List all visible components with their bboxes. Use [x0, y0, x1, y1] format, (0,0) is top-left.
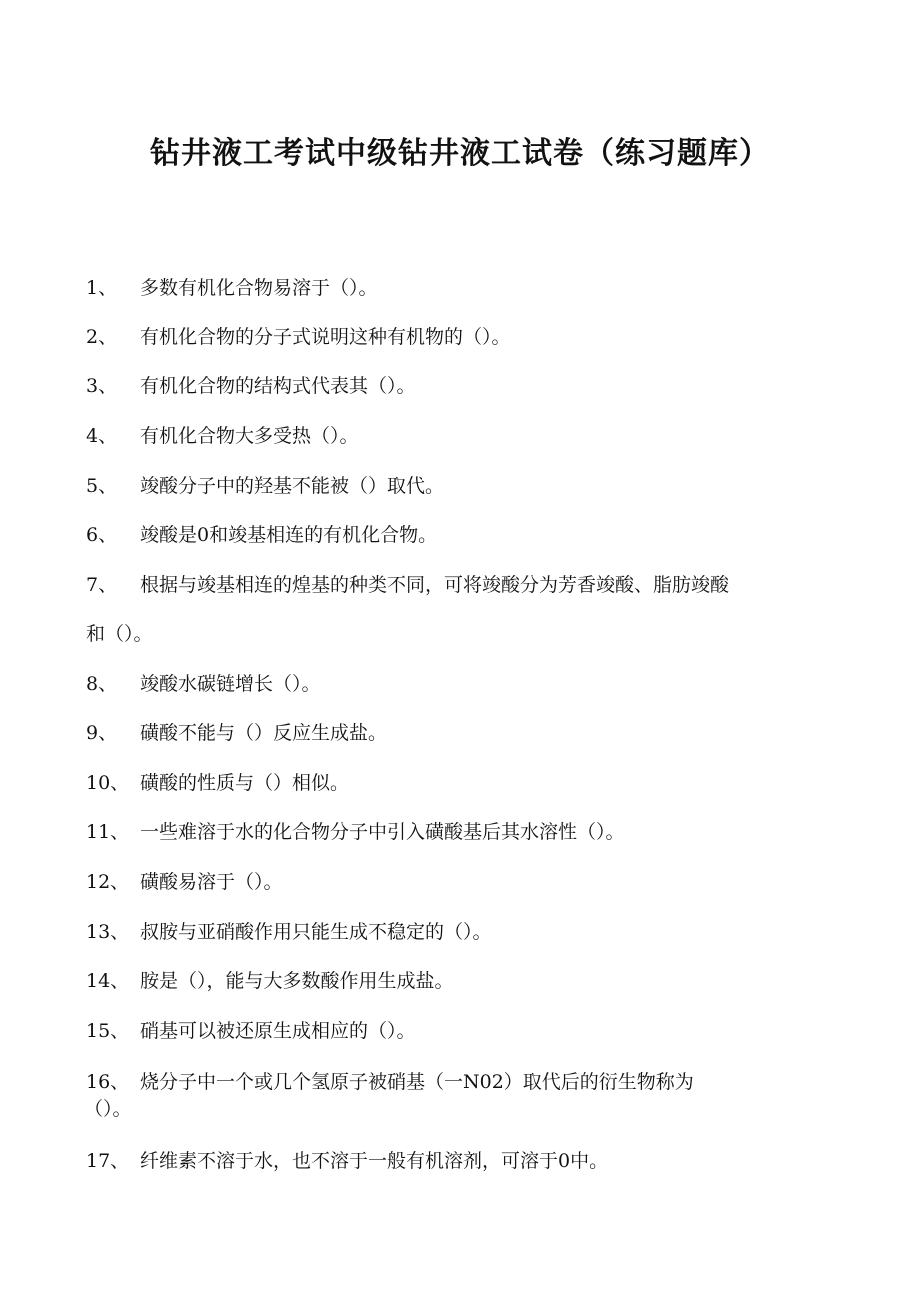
document-title: 钻井液工考试中级钻井液工试卷（练习题库）	[150, 136, 770, 171]
question-1	[86, 275, 826, 301]
question-text: 叔胺与亚硝酸作用只能生成不稳定的（）。	[140, 921, 492, 943]
question-text: 有机化合物的分子式说明这种有机物的（）。	[140, 326, 511, 348]
question-number: 15、	[86, 1020, 130, 1042]
question-10	[86, 770, 826, 796]
question-5	[86, 473, 826, 499]
question-number: 4、	[86, 425, 118, 447]
question-number: 11、	[86, 821, 130, 843]
question-text: 胺是（），能与大多数酸作用生成盐。	[140, 970, 454, 992]
question-text: 一些难溶于水的化合物分子中引入磺酸基后其水溶性（）。	[140, 821, 625, 843]
question-text: 烧分子中一个或几个氢原子被硝基（一N02）取代后的衍生物称为	[140, 1071, 694, 1093]
question-13	[86, 919, 826, 945]
question-number: 1、	[86, 277, 118, 299]
question-text-continuation: （）。	[84, 1098, 132, 1120]
question-16-continuation	[84, 1096, 824, 1122]
question-text: 磺酸易溶于（）。	[140, 871, 283, 893]
question-16	[86, 1069, 826, 1095]
question-text: 有机化合物的结构式代表其（）。	[140, 375, 416, 397]
question-number: 7、	[86, 574, 118, 596]
question-9	[86, 720, 826, 746]
question-text: 有机化合物大多受热（）。	[140, 425, 359, 447]
question-15	[86, 1018, 826, 1044]
question-12	[86, 869, 826, 895]
question-text-continuation: 和（）。	[86, 623, 153, 645]
question-text: 竣酸水碳链增长（）。	[140, 673, 321, 695]
question-6	[86, 522, 826, 548]
question-number: 6、	[86, 524, 118, 546]
question-7-continuation	[86, 621, 826, 647]
question-2	[86, 324, 826, 350]
question-11	[86, 819, 826, 845]
question-number: 13、	[86, 921, 130, 943]
question-text: 纤维素不溶于水，也不溶于一般有机溶剂，可溶于0中。	[140, 1150, 609, 1172]
question-7	[86, 572, 826, 598]
question-number: 9、	[86, 722, 118, 744]
question-text: 根据与竣基相连的煌基的种类不同，可将竣酸分为芳香竣酸、脂肪竣酸	[140, 574, 730, 596]
question-text: 竣酸分子中的羟基不能被（）取代。	[140, 475, 445, 497]
question-text: 硝基可以被还原生成相应的（）。	[140, 1020, 416, 1042]
question-17	[86, 1148, 826, 1174]
question-text: 竣酸是0和竣基相连的有机化合物。	[140, 524, 438, 546]
question-number: 10、	[86, 772, 130, 794]
question-number: 5、	[86, 475, 118, 497]
question-number: 2、	[86, 326, 118, 348]
question-3	[86, 373, 826, 399]
question-number: 12、	[86, 871, 130, 893]
question-text: 磺酸的性质与（）相似。	[140, 772, 350, 794]
question-text: 磺酸不能与（）反应生成盐。	[140, 722, 388, 744]
question-number: 3、	[86, 375, 118, 397]
question-number: 14、	[86, 970, 130, 992]
question-number: 8、	[86, 673, 118, 695]
question-number: 16、	[86, 1071, 130, 1093]
question-8	[86, 671, 826, 697]
question-number: 17、	[86, 1150, 130, 1172]
question-text: 多数有机化合物易溶于（）。	[140, 277, 378, 299]
question-4	[86, 423, 826, 449]
question-14	[86, 968, 826, 994]
